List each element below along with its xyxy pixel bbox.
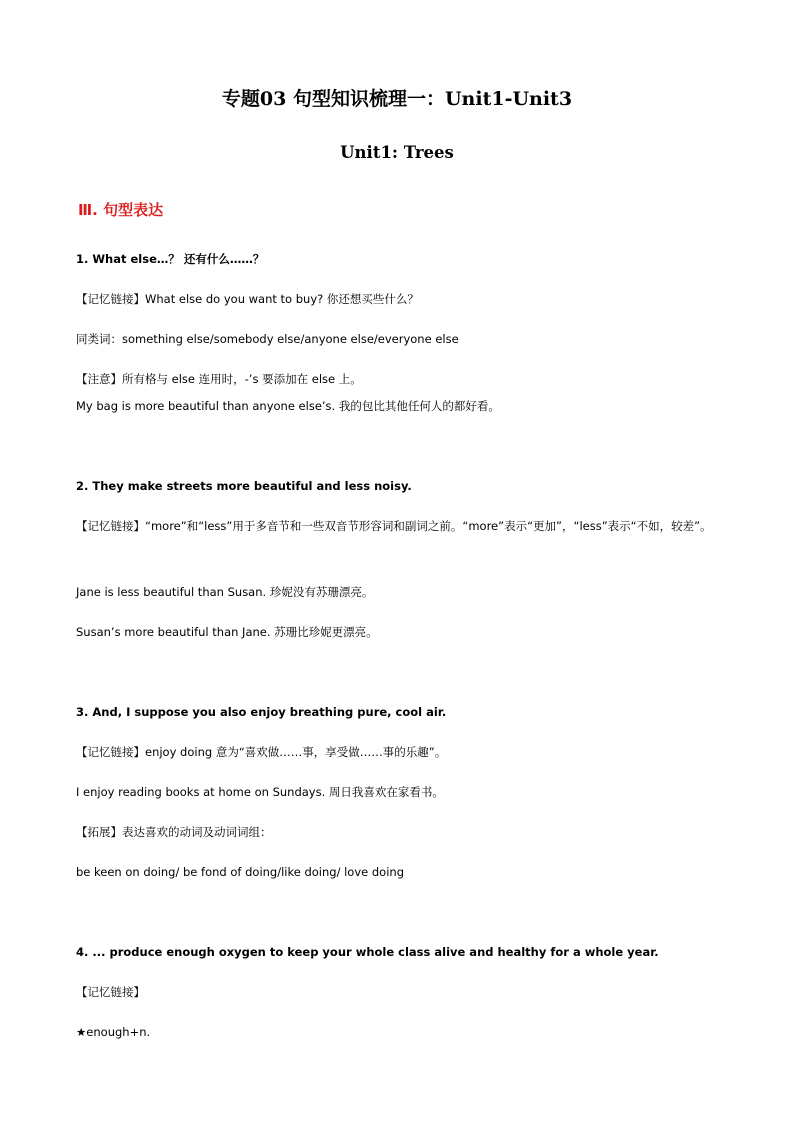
extension-line: 【拓展】表达喜欢的动词及动词词组： xyxy=(76,825,272,839)
example-line-2: Jane is less beautiful than Susan. 珍妮没有苏珊漂亮。 xyxy=(76,585,374,599)
example-line-4: I enjoy reading books at home on Sundays. 周日我喜欢在家看书。 xyxy=(76,785,444,799)
item-1-heading: 1. What else…？ 还有什么……？ xyxy=(76,252,265,266)
synonyms-line: 同类词：something else/somebody else/anyone else/everyone else xyxy=(76,332,459,346)
memory-link-2: 【记忆链接】“more”和“less”用于多音节和一些双音节形容词和副词之前。“more”表示“更加”，“less”表示“不如，较差”。 xyxy=(76,519,712,533)
memory-link-4: 【记忆链接】 xyxy=(76,985,145,999)
memory-link-3: 【记忆链接】enjoy doing 意为“喜欢做……事，享受做……事的乐趣”。 xyxy=(76,745,447,759)
item-4-heading: 4. ... produce enough oxygen to keep your whole class alive and healthy for a whole year. xyxy=(76,945,659,959)
unit-subtitle: Unit1: Trees xyxy=(340,143,454,162)
note-line: 【注意】所有格与 else 连用时，-’s 要添加在 else 上。 xyxy=(76,372,362,386)
example-line-3: Susan’s more beautiful than Jane. 苏珊比珍妮更漂亮。 xyxy=(76,625,378,639)
item-3-heading: 3. And, I suppose you also enjoy breathing pure, cool air. xyxy=(76,705,447,719)
item-2-heading: 2. They make streets more beautiful and less noisy. xyxy=(76,479,412,493)
enough-noun-line: ★enough+n. xyxy=(76,1025,151,1039)
memory-link-1: 【记忆链接】What else do you want to buy? 你还想买些什么？ xyxy=(76,292,419,306)
example-line-1: My bag is more beautiful than anyone else’s. 我的包比其他任何人的都好看。 xyxy=(76,399,500,413)
phrases-line: be keen on doing/ be fond of doing/like doing/ love doing xyxy=(76,865,405,879)
section-heading: Ⅲ. 句型表达 xyxy=(78,201,164,219)
page-title: 专题03 句型知识梳理一：Unit1-Unit3 xyxy=(221,88,573,110)
